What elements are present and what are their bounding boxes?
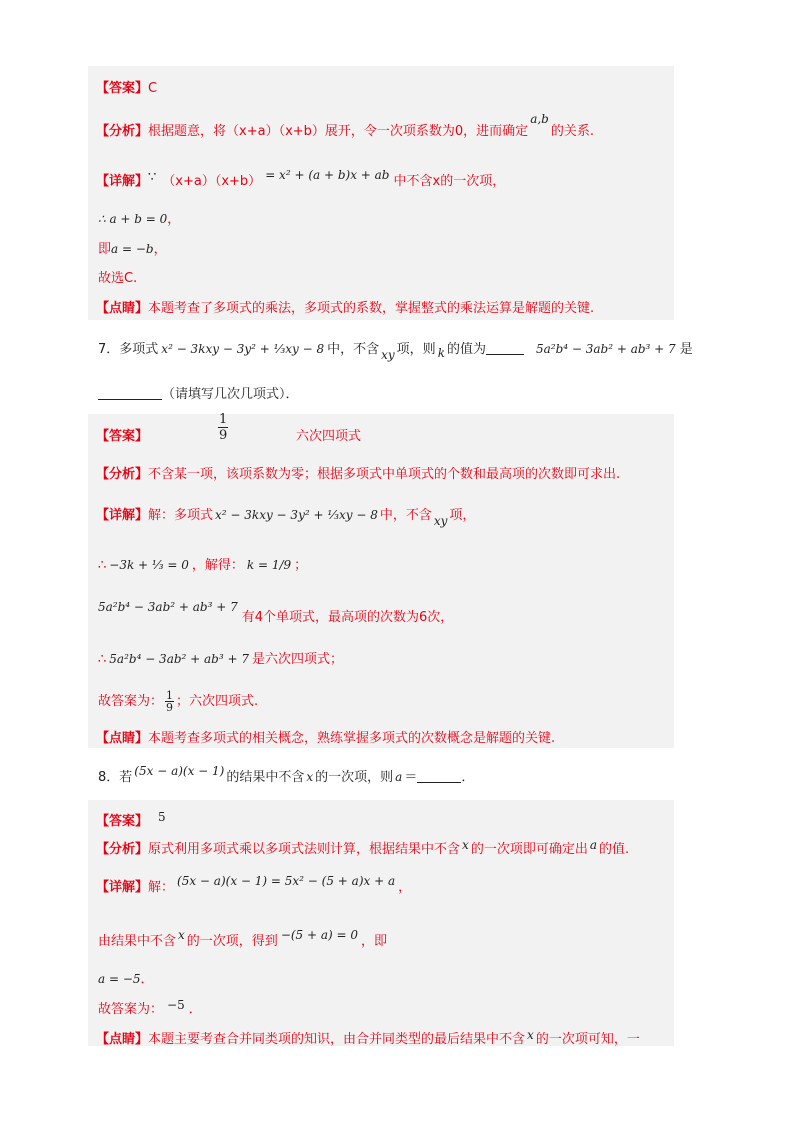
q8-comment: 【点睛】本题主要考查合并同类项的知识，由合并同类型的最后结果中不含 x 的一次项可知，一 xyxy=(96,1028,640,1047)
q8-blank[interactable] xyxy=(417,770,461,783)
q7-blank-1[interactable] xyxy=(486,342,524,355)
q6-detail: 【详解】∵ （x+a）（x+b） = x² + (a + b)x + ab 中不含x的一次项， xyxy=(96,168,506,189)
q8-question: 8．若 (5x − a)(x − 1) 的结果中不含 x 的一次项，则 a ＝ ． xyxy=(98,764,475,785)
q7-step1: ∴ −3k + ⅓ = 0 ，解得： k = 1/9 ； xyxy=(98,558,308,573)
q6-step2: 即a = −b， xyxy=(98,242,167,257)
q7-step4: 故答案为： $\frac{1}{9}$ ；六次四项式. xyxy=(98,689,259,714)
q8-analysis: 【分析】原式利用多项式乘以多项式法则计算，根据结果中不含 x 的一次项即可确定出 a 的值. xyxy=(96,838,630,857)
q7-step3: ∴ 5a²b⁴ − 3ab² + ab³ + 7 是六次四项式； xyxy=(98,652,344,667)
q6-comment: 【点睛】本题考查了多项式的乘法，多项式的系数，掌握整式的乘法运算是解题的关键. xyxy=(96,301,595,316)
q7-blank-2[interactable] xyxy=(98,387,162,400)
q6-solution-panel xyxy=(88,66,674,320)
q8-detail: 【详解】解： (5x − a)(x − 1) = 5x² − (5 + a)x + a ， xyxy=(96,874,412,895)
q8-answer: 【答案】 5 xyxy=(96,810,166,829)
q7-answer: 【答案】 xyxy=(96,429,149,444)
q8-step1: 由结果中不含 x 的一次项，得到 −(5 + a) = 0 ，即 xyxy=(98,928,388,949)
q7-question: 7．多项式 x² − 3kxy − 3y² + ⅓xy − 8 中，不含 xy 项，则 k 的值为 5a²b⁴ − 3ab² + ab³ + 7 是 xyxy=(98,342,693,362)
q8-step2: a = −5． xyxy=(98,972,154,987)
q7-analysis: 【分析】不含某一项，该项系数为零；根据多项式中单项式的个数和最高项的次数即可求出. xyxy=(96,467,621,482)
q8-step3: 故答案为： −5 ． xyxy=(98,998,202,1017)
q6-answer: 【答案】C xyxy=(96,81,158,96)
q7-question-line2: （请填写几次几项式）． xyxy=(98,386,299,404)
q7-answer-fraction: $\frac{1}{9}$ xyxy=(219,412,228,443)
q6-analysis: 【分析】根据题意，将（x+a）（x+b）展开，令一次项系数为0，进而确定a,b的关系. xyxy=(96,112,594,139)
q7-step2: 5a²b⁴ − 3ab² + ab³ + 7有4个单项式，最高项的次数为6次， xyxy=(98,600,454,625)
q7-comment: 【点睛】本题考查多项式的相关概念，熟练掌握多项式的次数概念是解题的关键. xyxy=(96,731,556,746)
q7-detail: 【详解】解：多项式 x² − 3kxy − 3y² + ⅓xy − 8 中，不含 xy 项， xyxy=(96,508,476,528)
q6-step1: ∴ a + b = 0， xyxy=(98,212,181,227)
q7-answer-2: 六次四项式 xyxy=(296,429,362,444)
q6-choose: 故选C. xyxy=(98,271,138,286)
